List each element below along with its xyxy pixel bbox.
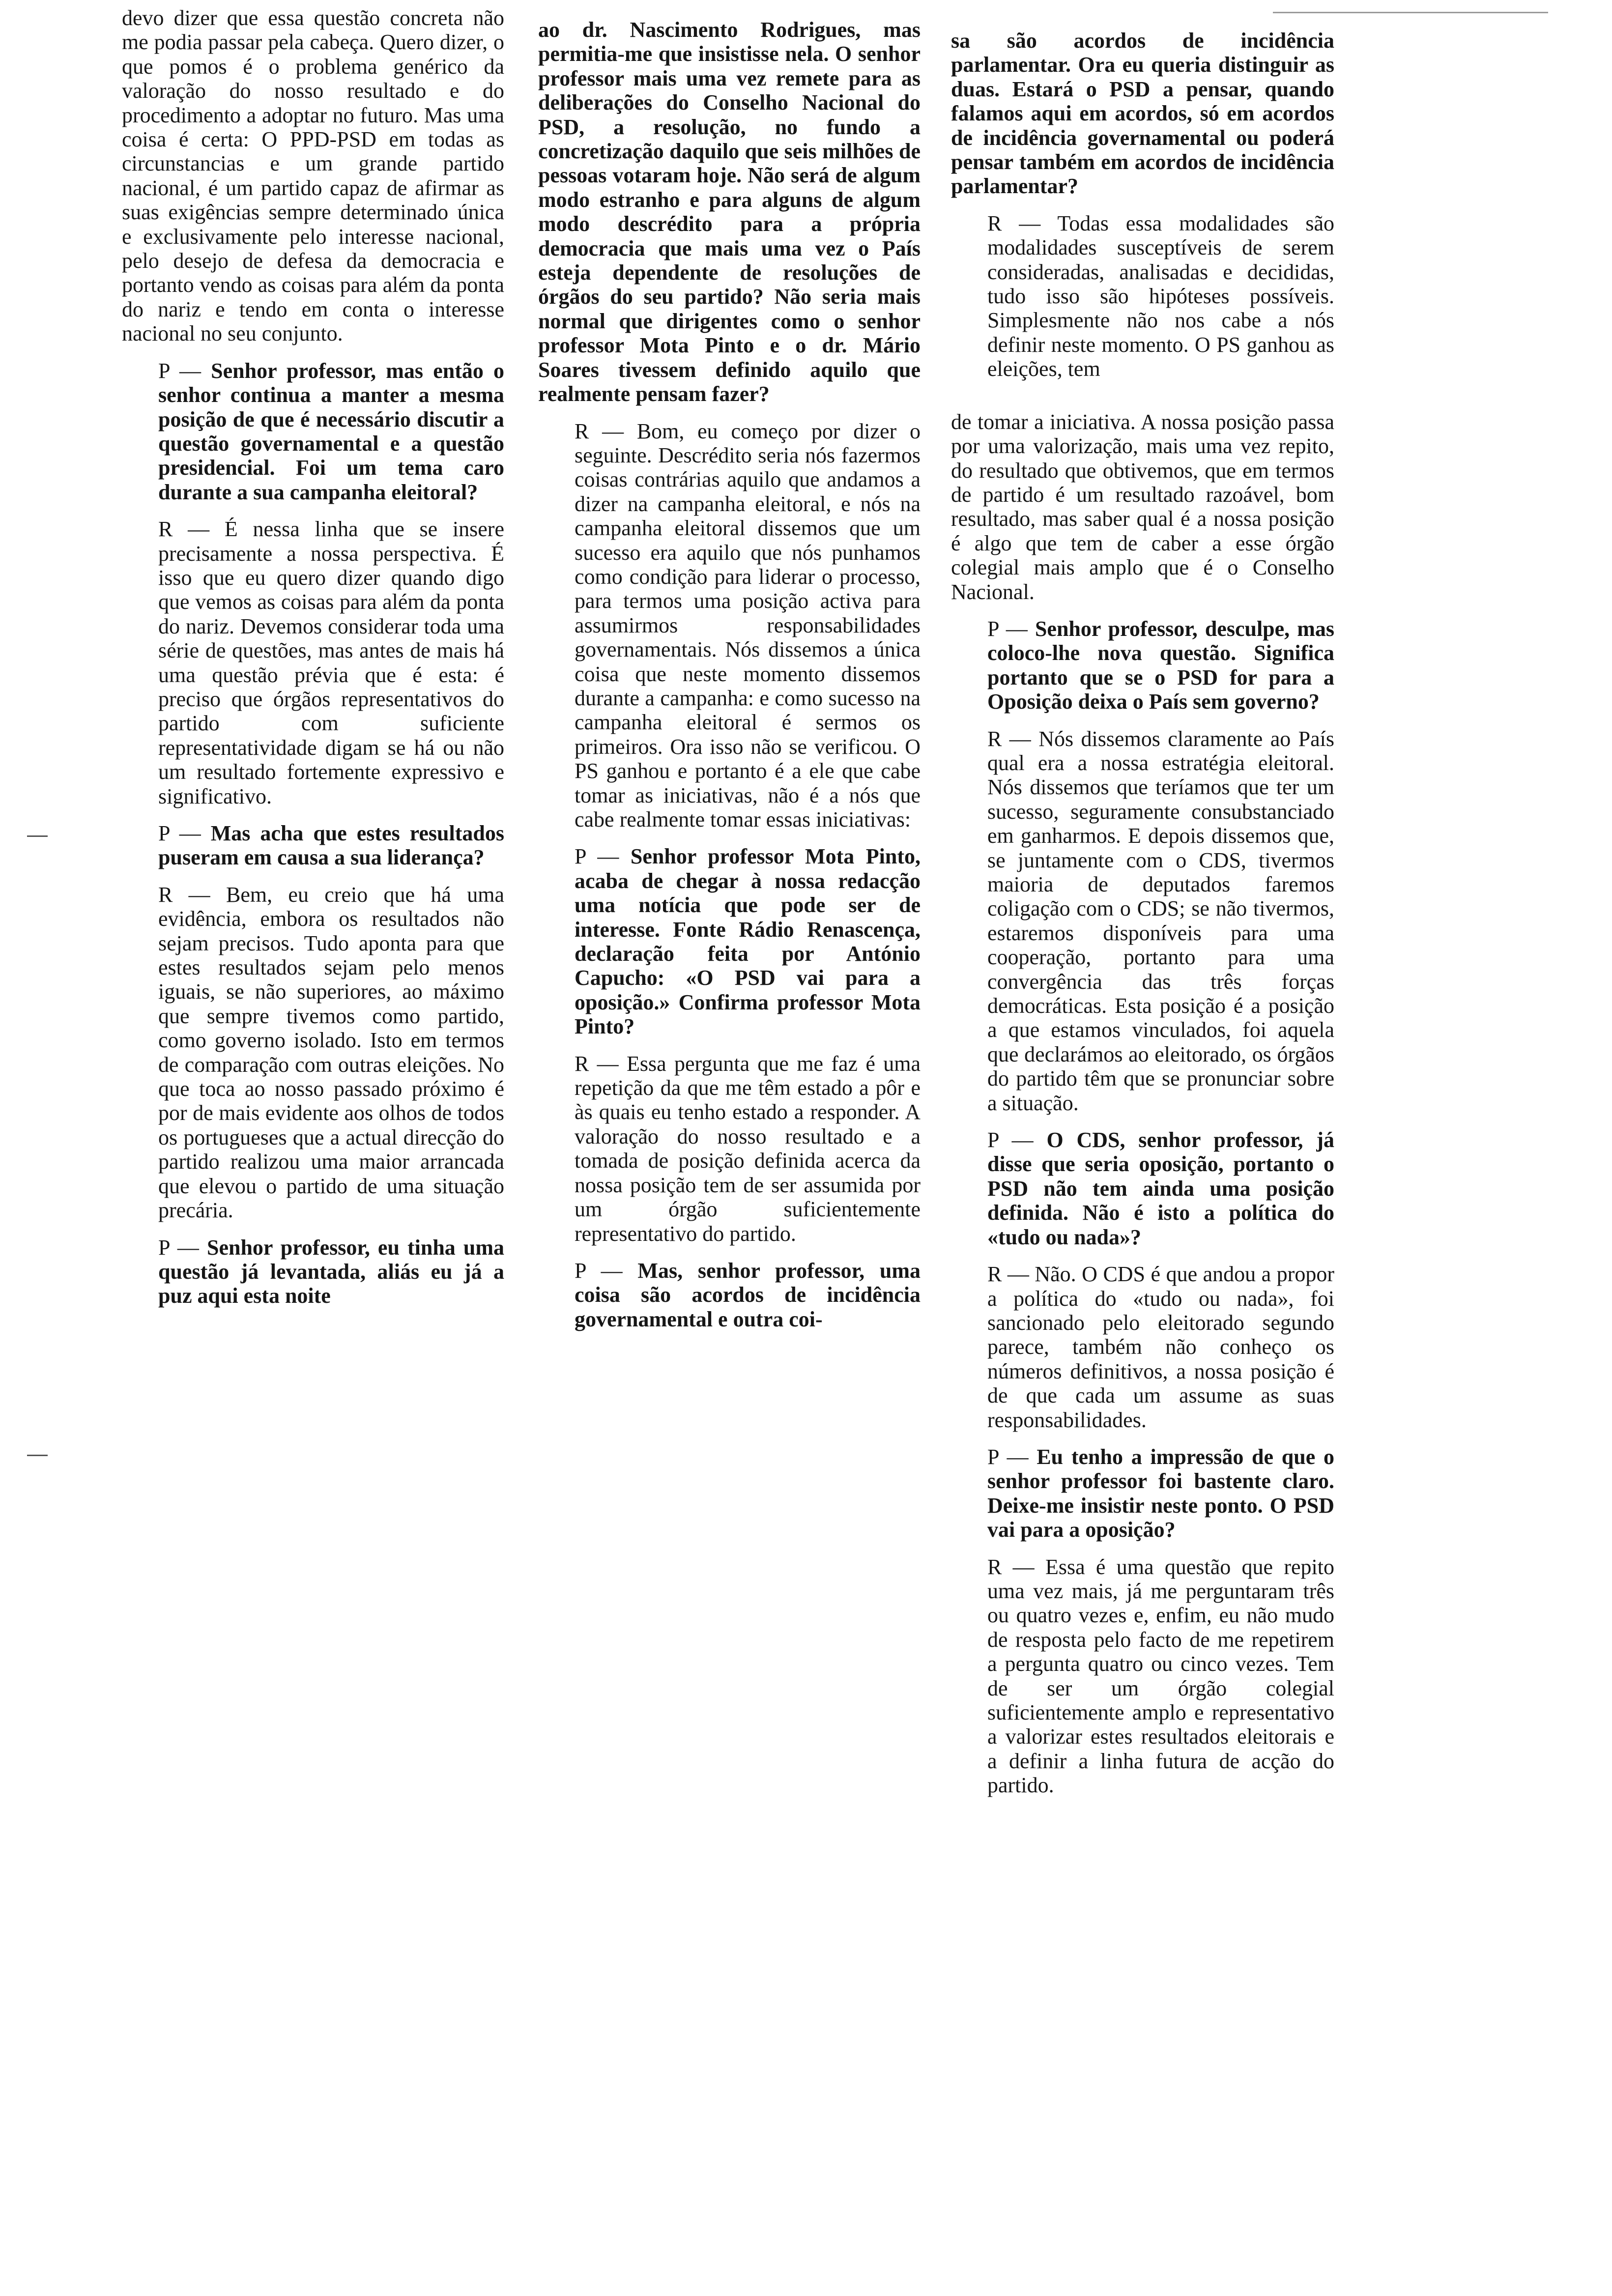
- question-paragraph: [951, 1445, 1334, 1542]
- paragraph-text: Mas acha que estes resultados puseram em causa a sua liderança?: [158, 821, 504, 870]
- column-1: [122, 6, 504, 1308]
- paragraph-text: Todas essa modalidades são modalidades susceptíveis de serem consideradas, analisadas e decididas, tudo isso são hipóteses possíveis. Simplesmente não nos cabe a nós definir neste momento. O PS ganhou as eleições, tem: [987, 211, 1334, 381]
- answer-marker: R —: [987, 726, 1039, 751]
- question-paragraph: [538, 844, 921, 1038]
- question-paragraph: [122, 1235, 504, 1308]
- question-marker: P —: [158, 821, 211, 845]
- column-2: [538, 18, 921, 1331]
- question-paragraph: [538, 18, 921, 406]
- answer-paragraph: [951, 1262, 1334, 1432]
- paragraph-text: sa são acordos de incidência parlamentar. Ora eu queria distinguir as duas. Estará o PSD a pensar, quando falamos aqui em acordos, só em acordos de incidência governamental ou poderá pensar também em acordos de incidência parlamentar?: [951, 29, 1334, 199]
- paragraph-text: Senhor professor, eu tinha uma questão já levantada, aliás eu já a puz aqui esta noite: [158, 1235, 504, 1308]
- question-marker: P —: [158, 358, 211, 383]
- paragraph-text: Nós dissemos claramente ao País qual era a nossa estratégia eleitoral. Nós dissemos que teríamos que ter um sucesso, seguramente consubstanciado em ganharmos. E depois dissemos que, se juntamente com o CDS, tivermos maioria de deputados faremos coligação com o CDS; se não tivermos, estaremos disponíveis para uma cooperação, portanto para uma convergência das três forças democráticas. Esta posição é a posição a que estamos vinculados, foi aquela que declarámos ao eleitorado, os órgãos do partido têm que se pronunciar sobre a situação.: [987, 726, 1334, 1115]
- answer-marker: R —: [575, 419, 637, 443]
- paragraph-text: Senhor professor Mota Pinto, acaba de chegar à nossa redacção uma notícia que pode ser de interesse. Fonte Rádio Renascença, declaração feita por António Capucho: «O PSD vai para a oposição.» Confirma professor Mota Pinto?: [575, 844, 921, 1039]
- paragraph-text: Eu tenho a impressão de que o senhor professor foi bastente claro. Deixe-me insistir neste ponto. O PSD vai para a oposição?: [987, 1444, 1334, 1542]
- answer-paragraph: [538, 419, 921, 832]
- paragraph-text: devo dizer que essa questão concreta não me podia passar pela cabeça. Quero dizer, o que pomos é o problema genérico da valoração do nosso resultado e do procedimento a adoptar no futuro. Mas uma coisa é certa: O PPD-PSD em todas as circunstancias e um grande partido nacional, é um partido capaz de afirmar as suas exigências sempre determinado única e exclusivamente pelo interesse nacional, pelo desejo de defesa da democracia e portanto vendo as coisas para além da ponta do nariz e tendo em conta o interesse nacional no seu conjunto.: [122, 6, 504, 346]
- paragraph-text: ao dr. Nascimento Rodrigues, mas permitia-me que insistisse nela. O senhor professor mais uma vez remete para as deliberações do Conselho Nacional do PSD, a resolução, no fundo a concretização daquilo que seis milhões de pessoas votaram hoje. Não será de algum modo estranho e para alguns de algum modo descrédito para a própria democracia que mais uma vez o País esteja dependente de resoluções de órgãos do seu partido? Não seria mais normal que dirigentes como o senhor professor Mota Pinto e o dr. Mário Soares tivessem definido aquilo que realmente pensam fazer?: [538, 18, 921, 406]
- answer-paragraph: [122, 6, 504, 346]
- paragraph-text: Mas, senhor professor, uma coisa são acordos de incidência governamental e outra coi-: [575, 1258, 921, 1331]
- question-marker: P —: [158, 1235, 207, 1260]
- paragraph-text: Bom, eu começo por dizer o seguinte. Descrédito seria nós fazermos coisas contrárias aquilo que andamos a dizer na campanha eleitoral, e nós na campanha eleitoral dissemos que um sucesso era aquilo que nós punhamos como condição para liderar o processo, para termos uma posição activa para assumirmos responsabilidades governamentais. Nós dissemos a única coisa que neste momento dissemos durante a campanha: e como sucesso na campanha eleitoral é sermos os primeiros. Ora isso não se verificou. O PS ganhou e portanto é a ele que cabe tomar as iniciativas, não é a nós que cabe realmente tomar essas iniciativas:: [575, 419, 921, 832]
- paragraph-text: Senhor professor, desculpe, mas coloco-lhe nova questão. Significa portanto que se o PSD for para a Oposição deixa o País sem governo?: [987, 616, 1334, 714]
- answer-paragraph: [951, 727, 1334, 1116]
- question-paragraph: [951, 617, 1334, 714]
- answer-marker: R —: [158, 517, 225, 542]
- paragraph-text: O CDS, senhor professor, já disse que seria oposição, portanto o PSD não tem ainda uma posição definida. Não é isto a política do «tudo ou nada»?: [987, 1128, 1334, 1249]
- paragraph-text: Não. O CDS é que andou a propor a política do «tudo ou nada», foi sancionado pelo eleitorado segundo parece, também não conheço os números definitivos, a nossa posição é de que cada um assume as suas responsabilidades.: [987, 1262, 1334, 1432]
- answer-marker: R —: [575, 1051, 627, 1076]
- answer-marker: R —: [158, 882, 226, 907]
- question-marker: P —: [575, 1258, 638, 1283]
- paragraph-text: de tomar a iniciativa. A nossa posição passa por uma valorização, mais uma vez repito, do resultado que obtivemos, que em termos de partido é um resultado razoável, bom resultado, mas saber qual é a nossa posição é algo que tem de caber a esse órgão colegial mais amplo que é o Conselho Nacional.: [951, 409, 1334, 604]
- question-paragraph: [122, 821, 504, 870]
- question-marker: P —: [987, 1128, 1047, 1152]
- question-paragraph: [122, 359, 504, 504]
- question-paragraph: [538, 1259, 921, 1331]
- answer-paragraph: [951, 211, 1334, 381]
- answer-marker: R —: [987, 1554, 1045, 1579]
- margin-mark: [27, 835, 48, 837]
- paragraph-text: É nessa linha que se insere precisamente a nossa perspectiva. É isso que eu quero dizer quando digo que vemos as coisas para além da ponta do nariz. Devemos considerar toda uma série de questões, mas antes de mais há uma questão prévia que é esta: é preciso que órgãos representativos do partido com suficiente representatividade digam se há ou não um resultado fortemente expressivo e significativo.: [158, 517, 504, 808]
- answer-marker: R —: [987, 1262, 1035, 1287]
- question-marker: P —: [987, 1444, 1037, 1469]
- question-paragraph: [951, 1128, 1334, 1249]
- answer-paragraph: [951, 410, 1334, 604]
- margin-mark: [27, 1455, 48, 1456]
- answer-paragraph: [122, 517, 504, 808]
- paragraph-text: Senhor professor, mas então o senhor continua a manter a mesma posição de que é necessário discutir a questão governamental e a questão presidencial. Foi um tema caro durante a sua campanha eleitoral?: [158, 358, 504, 504]
- answer-paragraph: [538, 1052, 921, 1246]
- paragraph-text: Bem, eu creio que há uma evidência, embora os resultados não sejam precisos. Tudo aponta para que estes resultados sejam pelo menos iguais, se não superiores, ao máximo que sempre tivemos como partido, como governo isolado. Isto em termos de comparação com outras eleições. No que toca ao nosso passado próximo é por de mais evidente aos olhos de todos os portugueses que a actual direcção do partido realizou uma maior arrancada que elevou o partido de uma situação precária.: [158, 882, 504, 1223]
- answer-marker: R —: [987, 211, 1058, 235]
- top-rule: [1273, 12, 1548, 13]
- question-marker: P —: [575, 844, 631, 869]
- answer-paragraph: [951, 1555, 1334, 1798]
- question-marker: P —: [987, 616, 1035, 641]
- question-paragraph: [951, 29, 1334, 199]
- answer-paragraph: [122, 883, 504, 1223]
- paragraph-text: Essa é uma questão que repito uma vez mais, já me perguntaram três ou quatro vezes e, enfim, eu não mudo de resposta pelo facto de me repetirem a pergunta quatro ou cinco vezes. Tem de ser um órgão colegial suficientemente amplo e representativo a valorizar estes resultados eleitorais e a definir a linha futura de acção do partido.: [987, 1554, 1334, 1798]
- column-3: [951, 29, 1334, 1798]
- paragraph-text: Essa pergunta que me faz é uma repetição da que me têm estado a pôr e às quais eu tenho estado a responder. A valoração do nosso resultado e a tomada de posição definida acerca da nossa posição tem de ser assumida por um órgão suficientemente representativo do partido.: [575, 1051, 921, 1246]
